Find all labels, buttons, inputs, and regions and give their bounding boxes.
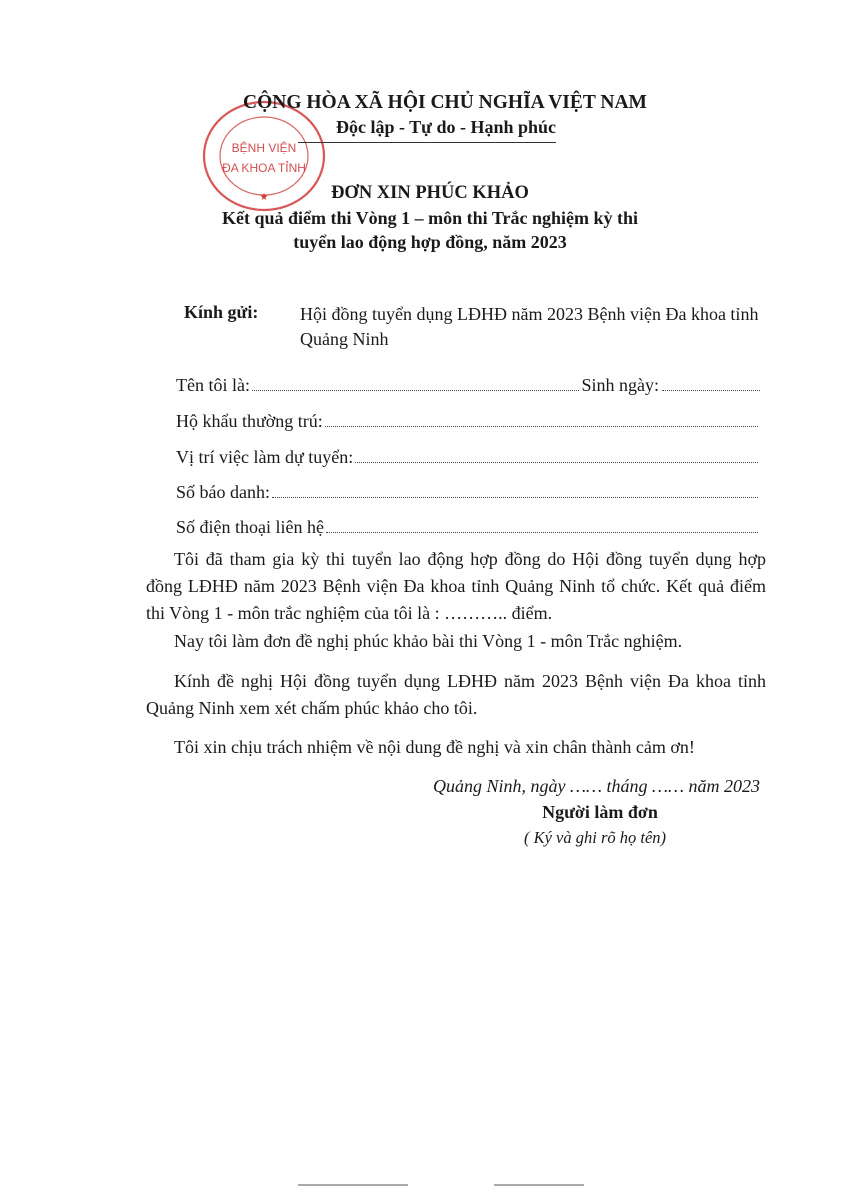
field-candidate-no-row — [176, 481, 760, 505]
field-position-row — [176, 446, 760, 470]
motto-underline — [298, 142, 556, 143]
field-position-blank[interactable] — [355, 446, 758, 463]
stamp-line1: BỆNH VIỆN — [231, 141, 297, 155]
recipient-label: Kính gửi: — [184, 302, 259, 322]
motto: Độc lập - Tự do - Hạnh phúc — [335, 117, 557, 137]
document-subtitle-1: Kết quả điểm thi Vòng 1 – môn thi Trắc nghiệm kỳ thi — [221, 208, 639, 228]
place-date: Quảng Ninh, ngày …… tháng …… năm 2023 — [432, 776, 760, 796]
document-title: ĐƠN XIN PHÚC KHẢO — [331, 183, 529, 203]
signer-title: Người làm đơn — [542, 802, 658, 822]
body-paragraph-1: Tôi đã tham gia kỳ thi tuyển lao động hợp đồng do Hội đồng tuyển dụng hợp đồng LĐHĐ năm 2023 Bệnh viện Đa khoa tỉnh Quảng Ninh tổ chức. Kết quả điểm thi Vòng 1 - môn trắc nghiệm của tôi là : ……….. điểm. — [146, 549, 766, 623]
field-dob-label: Sinh ngày: — [581, 375, 659, 395]
field-residence-row — [176, 410, 760, 434]
field-name-row — [176, 374, 760, 398]
document-subtitle-2: tuyển lao động hợp đồng, năm 2023 — [293, 232, 567, 252]
field-position-label: Vị trí việc làm dự tuyển: — [176, 447, 354, 467]
field-phone-label: Số điện thoại liên hệ — [176, 517, 324, 537]
field-phone-row — [176, 516, 760, 540]
scan-artifact — [494, 1184, 584, 1186]
stamp-line2: ĐA KHOA TỈNH — [222, 161, 306, 175]
body-paragraph-4: Tôi xin chịu trách nhiệm về nội dung đề nghị và xin chân thành cảm ơn! — [174, 737, 695, 757]
recipient-text: Hội đồng tuyển dụng LĐHĐ năm 2023 Bệnh viện Đa khoa tỉnh Quảng Ninh — [300, 304, 759, 349]
scan-artifact — [298, 1184, 408, 1186]
field-name-blank[interactable] — [252, 374, 580, 391]
field-residence-blank[interactable] — [325, 410, 758, 427]
field-phone-blank[interactable] — [326, 516, 758, 533]
field-candidate-no-blank[interactable] — [272, 481, 758, 498]
body-paragraph-2: Nay tôi làm đơn đề nghị phúc khảo bài thi Vòng 1 - môn Trắc nghiệm. — [174, 631, 683, 651]
field-name-label: Tên tôi là: — [176, 375, 250, 395]
body-paragraph-3: Kính đề nghị Hội đồng tuyển dụng LĐHĐ năm 2023 Bệnh viện Đa khoa tỉnh Quảng Ninh xem xét chấm phúc khảo cho tôi. — [146, 671, 766, 718]
star-icon: ★ — [259, 192, 269, 203]
field-dob-blank[interactable] — [662, 374, 760, 391]
field-candidate-no-label: Số báo danh: — [176, 482, 270, 502]
signature-note: ( Ký và ghi rõ họ tên) — [523, 828, 667, 847]
nation-header: CỘNG HÒA XÃ HỘI CHỦ NGHĨA VIỆT NAM — [243, 92, 647, 113]
field-residence-label: Hộ khẩu thường trú: — [176, 411, 323, 431]
